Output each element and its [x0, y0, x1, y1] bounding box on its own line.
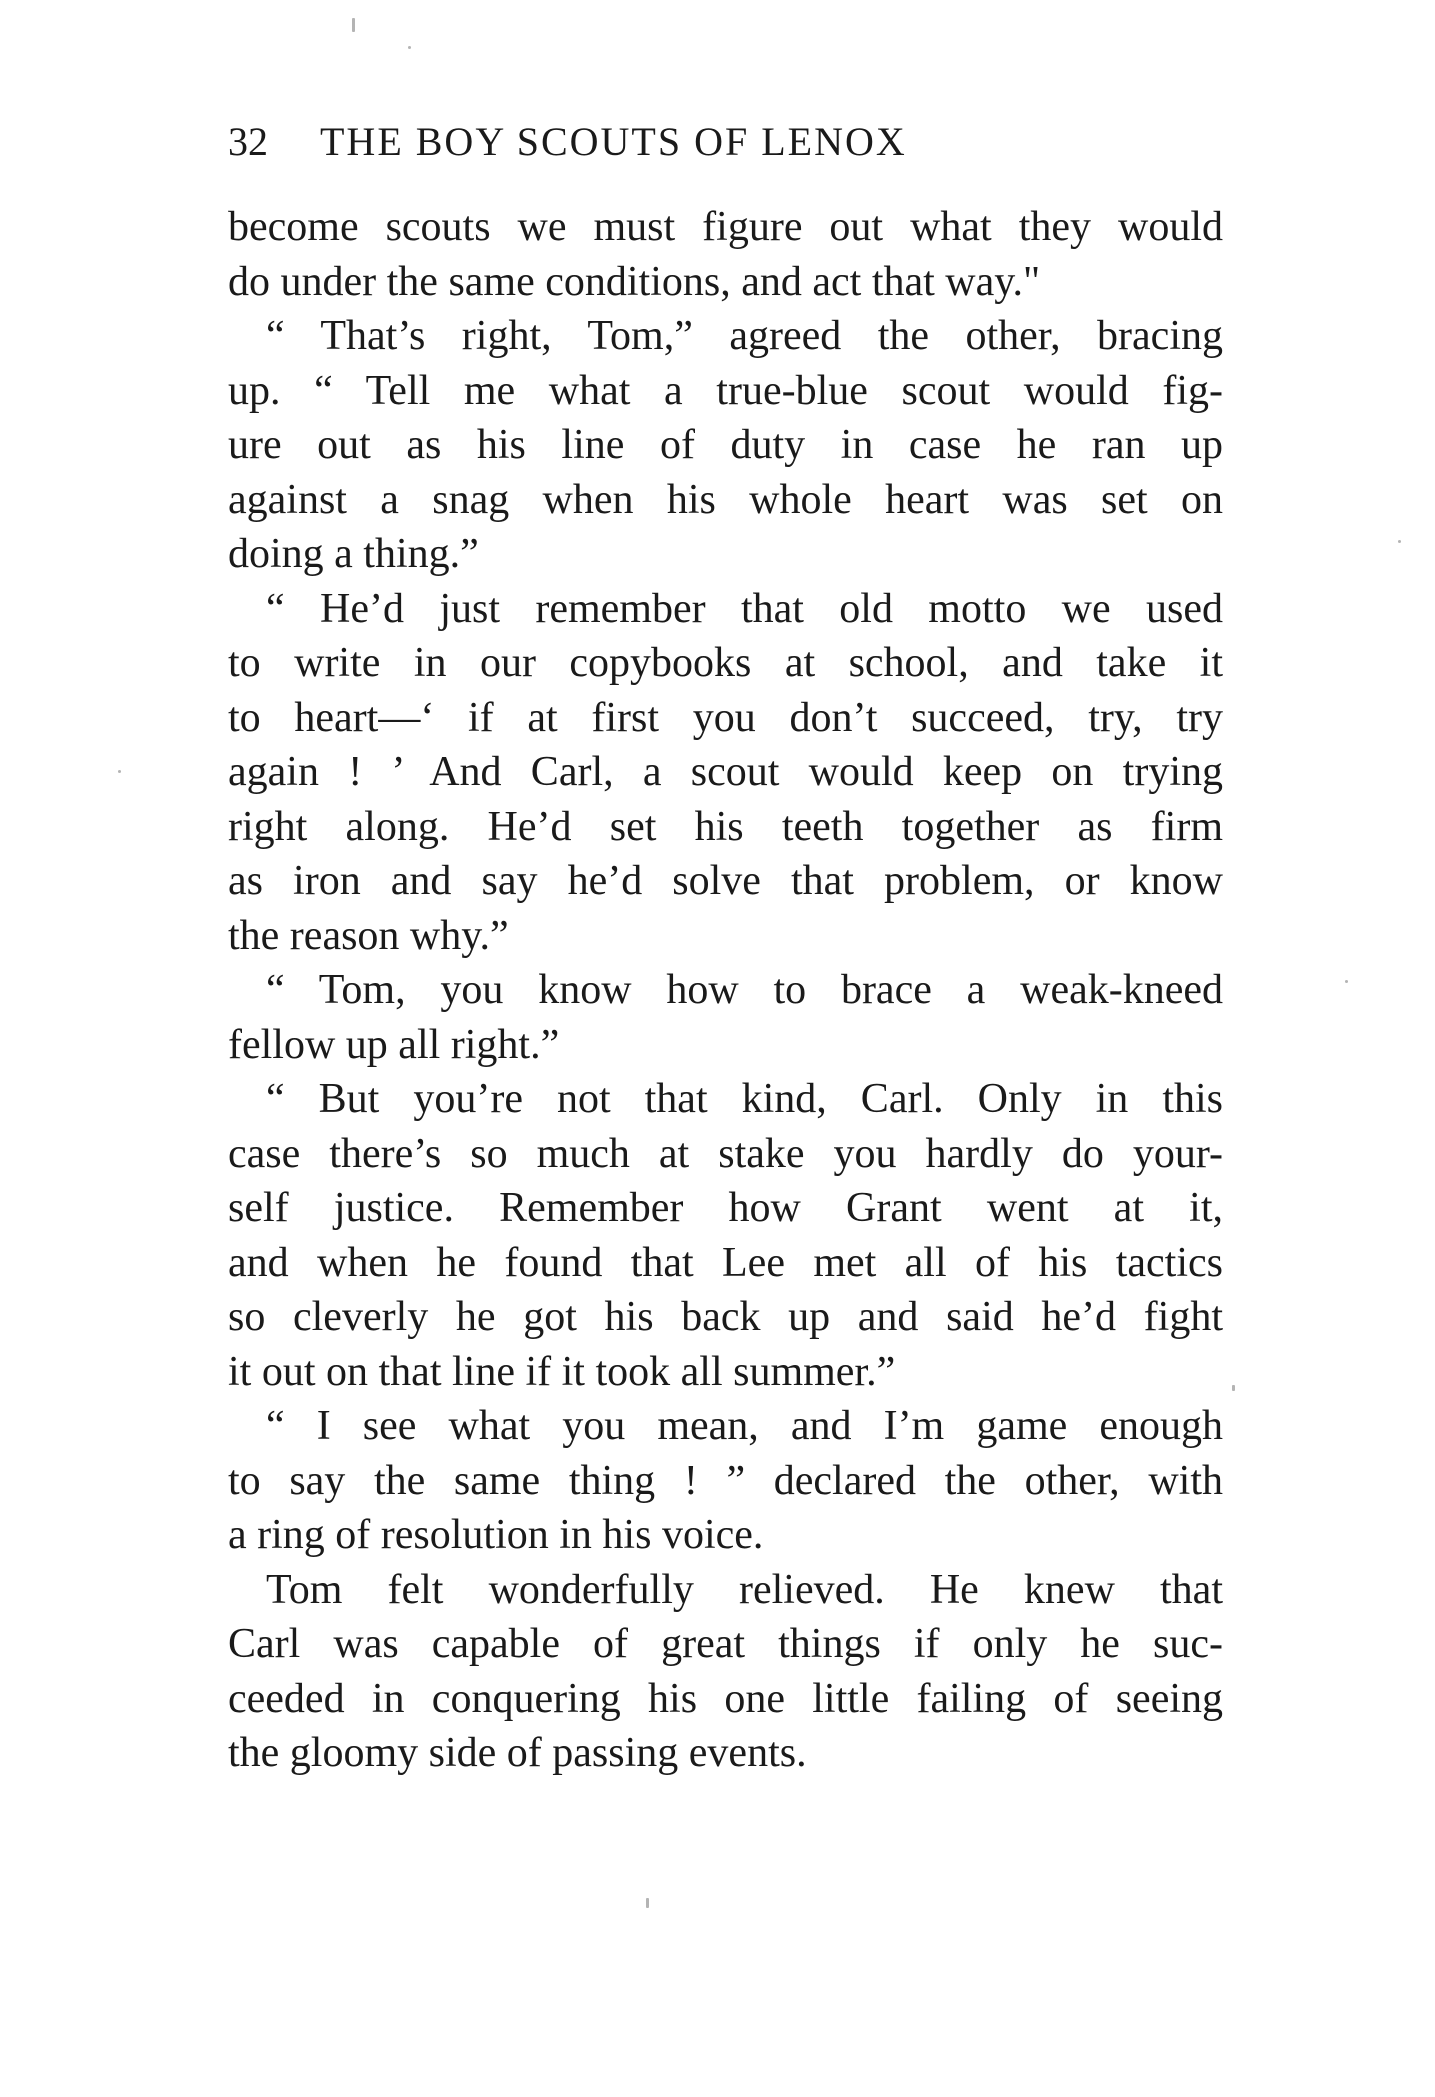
paper-speck [118, 770, 121, 773]
paper-speck [352, 18, 355, 32]
text-line: fellow up all right.” [228, 1021, 560, 1068]
text-line: ceeded in conquering his one little failing of seeing [228, 1675, 1223, 1722]
body-text [228, 200, 1223, 1781]
text-line: “ Tom, you know how to brace a weak-kneed [266, 967, 1223, 1013]
text-line: do under the same conditions, and act that way." [228, 258, 1041, 305]
paper-speck [1345, 980, 1348, 983]
text-line: it out on that line if it took all summer.” [228, 1348, 896, 1395]
text-line: again ! ’ And Carl, a scout would keep on trying [228, 749, 1223, 795]
text-line: as iron and say he’d solve that problem, or know [228, 858, 1223, 904]
text-line: self justice. Remember how Grant went at it, [228, 1185, 1223, 1231]
text-line: to say the same thing ! ” declared the other, with [228, 1457, 1223, 1504]
text-line: to heart—‘ if at first you don’t succeed, try, try [228, 694, 1223, 741]
text-line: ure out as his line of duty in case he ran up [228, 422, 1223, 468]
paper-speck [646, 1898, 649, 1908]
text-line: “ That’s right, Tom,” agreed the other, bracing [266, 313, 1223, 359]
text-line: a ring of resolution in his voice. [228, 1512, 764, 1558]
text-line: case there’s so much at stake you hardly do your- [228, 1130, 1223, 1177]
page-number: 32 [228, 119, 268, 164]
text-line: so cleverly he got his back up and said he’d fight [228, 1294, 1223, 1340]
text-line: right along. He’d set his teeth together as firm [228, 803, 1223, 850]
text-line: Carl was capable of great things if only he suc- [228, 1621, 1223, 1667]
paper-speck [1232, 1385, 1235, 1391]
text-line: “ He’d just remember that old motto we used [266, 585, 1223, 632]
text-line: “ But you’re not that kind, Carl. Only in this [266, 1076, 1223, 1122]
text-line: Tom felt wonderfully relieved. He knew that [266, 1566, 1223, 1613]
text-line: to write in our copybooks at school, and take it [228, 640, 1223, 686]
running-title: THE BOY SCOUTS OF LENOX [320, 119, 907, 164]
text-line: up. “ Tell me what a true-blue scout would fig- [228, 367, 1223, 414]
running-head [228, 118, 1098, 178]
text-line: become scouts we must figure out what they would [228, 204, 1223, 250]
text-line: the reason why.” [228, 912, 509, 959]
text-line: and when he found that Lee met all of his tactics [228, 1239, 1223, 1286]
paper-speck [1398, 540, 1401, 543]
paper-speck [408, 46, 411, 49]
text-line: “ I see what you mean, and I’m game enough [266, 1403, 1223, 1449]
text-line: doing a thing.” [228, 531, 479, 577]
text-line: the gloomy side of passing events. [228, 1730, 807, 1776]
text-line: against a snag when his whole heart was set on [228, 476, 1223, 523]
